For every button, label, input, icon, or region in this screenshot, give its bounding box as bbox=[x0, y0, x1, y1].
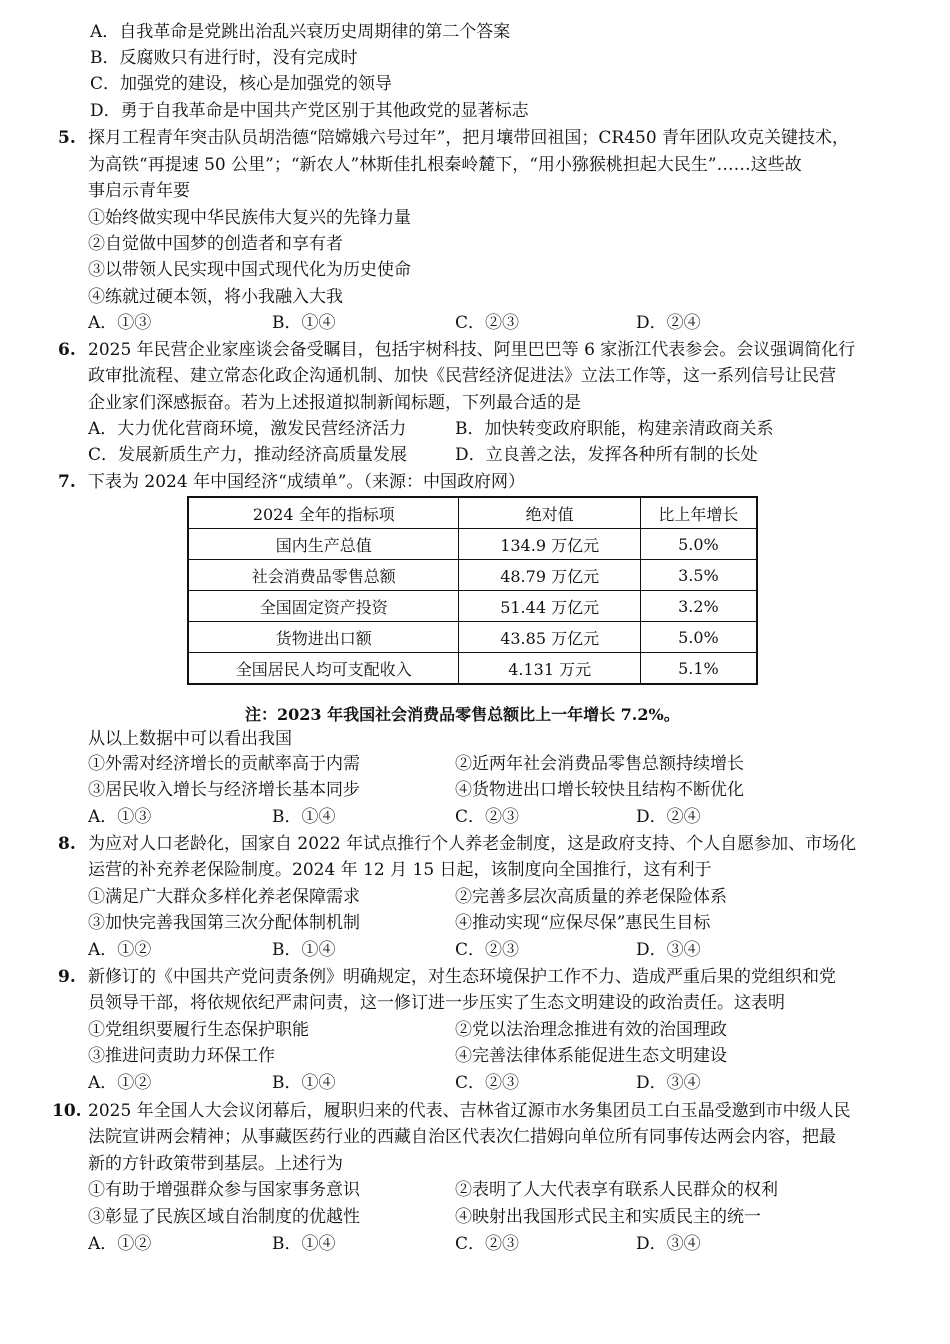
q10-choice-d: D．③④ bbox=[636, 1234, 701, 1254]
q5-number: 5. bbox=[58, 128, 76, 148]
table-cell: 51.44 万亿元 bbox=[459, 591, 640, 622]
q10-item-3: ③彰显了民族区域自治制度的优越性 bbox=[88, 1207, 360, 1227]
table-cell: 全国固定资产投资 bbox=[188, 591, 459, 622]
q9-choice-b: B．①④ bbox=[272, 1073, 336, 1093]
q8-choice-d: D．③④ bbox=[636, 940, 701, 960]
table-row bbox=[188, 560, 757, 591]
q10-stem-line-3: 新的方针政策带到基层。上述行为 bbox=[88, 1154, 343, 1174]
q6-number: 6. bbox=[58, 340, 76, 360]
q7-item-4: ④货物进出口增长较快且结构不断优化 bbox=[455, 780, 744, 800]
table-header-row bbox=[188, 497, 757, 529]
q5-item-2: ②自觉做中国梦的创造者和享有者 bbox=[88, 234, 343, 254]
table-cell: 国内生产总值 bbox=[188, 529, 459, 560]
table-cell: 48.79 万亿元 bbox=[459, 560, 640, 591]
q5-choice-c: C．②③ bbox=[455, 313, 520, 333]
q8-stem-line-2: 运营的补充养老保险制度。2024 年 12 月 15 日起，该制度向全国推行，这有利于 bbox=[88, 860, 712, 880]
q8-number: 8. bbox=[58, 834, 76, 854]
q7-stem: 下表为 2024 年中国经济“成绩单”。（来源：中国政府网） bbox=[88, 472, 525, 492]
table-cell: 全国居民人均可支配收入 bbox=[188, 653, 459, 685]
q4-option-c: C．加强党的建设，核心是加强党的领导 bbox=[90, 74, 393, 94]
q5-item-4: ④练就过硬本领，将小我融入大我 bbox=[88, 287, 343, 307]
table-cell: 货物进出口额 bbox=[188, 622, 459, 653]
q4-option-a: A．自我革命是党跳出治乱兴衰历史周期律的第二个答案 bbox=[90, 22, 511, 42]
q10-choice-c: C．②③ bbox=[455, 1234, 520, 1254]
q9-stem-line-1: 新修订的《中国共产党问责条例》明确规定，对生态环境保护工作不力、造成严重后果的党组织和党 bbox=[88, 967, 836, 987]
q7-choice-a: A．①③ bbox=[88, 807, 152, 827]
q10-stem-line-2: 法院宣讲两会精神；从事藏医药行业的西藏自治区代表次仁措姆向单位所有同事传达两会内容，把最 bbox=[88, 1127, 836, 1147]
q7-choice-b: B．①④ bbox=[272, 807, 336, 827]
q10-choice-a: A．①② bbox=[88, 1234, 152, 1254]
q7-choice-c: C．②③ bbox=[455, 807, 520, 827]
q5-choice-d: D．②④ bbox=[636, 313, 701, 333]
q8-item-3: ③加快完善我国第三次分配体制机制 bbox=[88, 913, 360, 933]
q9-item-4: ④完善法律体系能促进生态文明建设 bbox=[455, 1046, 727, 1066]
q10-item-4: ④映射出我国形式民主和实质民主的统一 bbox=[455, 1207, 761, 1227]
q5-choice-b: B．①④ bbox=[272, 313, 336, 333]
q6-choice-d: D．立良善之法，发挥各种所有制的长处 bbox=[455, 445, 758, 465]
q8-item-1: ①满足广大群众多样化养老保障需求 bbox=[88, 887, 360, 907]
q7-choice-d: D．②④ bbox=[636, 807, 701, 827]
table-row bbox=[188, 591, 757, 622]
q9-item-2: ②党以法治理念推进有效的治国理政 bbox=[455, 1020, 727, 1040]
q8-choice-c: C．②③ bbox=[455, 940, 520, 960]
q5-stem-line-3: 事启示青年要 bbox=[88, 181, 190, 201]
q6-stem-line-2: 政审批流程、建立常态化政企沟通机制、加快《民营经济促进法》立法工作等，这一系列信号让民营 bbox=[88, 366, 836, 386]
q5-item-1: ①始终做实现中华民族伟大复兴的先锋力量 bbox=[88, 208, 411, 228]
table-cell: 43.85 万亿元 bbox=[459, 622, 640, 653]
q9-item-3: ③推进问责助力环保工作 bbox=[88, 1046, 275, 1066]
q5-stem-line-2: 为高铁“再提速 50 公里”；“新农人”林斯佳扎根秦岭麓下，“用小猕猴桃担起大民生”……这些故 bbox=[88, 155, 802, 175]
q10-item-1: ①有助于增强群众参与国家事务意识 bbox=[88, 1180, 360, 1200]
q5-choice-a: A．①③ bbox=[88, 313, 152, 333]
q4-option-b: B．反腐败只有进行时，没有完成时 bbox=[90, 48, 358, 68]
q7-item-1: ①外需对经济增长的贡献率高于内需 bbox=[88, 754, 360, 774]
q7-number: 7. bbox=[58, 472, 76, 492]
table-cell: 社会消费品零售总额 bbox=[188, 560, 459, 591]
q7-table-note: 注：2023 年我国社会消费品零售总额比上一年增长 7.2%。 bbox=[245, 705, 680, 724]
table-cell: 134.9 万亿元 bbox=[459, 529, 640, 560]
table-header-cell: 2024 全年的指标项 bbox=[188, 497, 459, 529]
q9-stem-line-2: 员领导干部，将依规依纪严肃问责，这一修订进一步压实了生态文明建设的政治责任。这表明 bbox=[88, 993, 785, 1013]
q6-stem-line-3: 企业家们深感振奋。若为上述报道拟制新闻标题，下列最合适的是 bbox=[88, 393, 581, 413]
q10-item-2: ②表明了人大代表享有联系人民群众的权利 bbox=[455, 1180, 778, 1200]
table-row bbox=[188, 653, 757, 685]
table-row bbox=[188, 529, 757, 560]
q7-item-2: ②近两年社会消费品零售总额持续增长 bbox=[455, 754, 744, 774]
table-row bbox=[188, 622, 757, 653]
q9-number: 9. bbox=[58, 967, 76, 987]
q8-item-2: ②完善多层次高质量的养老保险体系 bbox=[455, 887, 727, 907]
q6-choice-c: C．发展新质生产力，推动经济高质量发展 bbox=[88, 445, 408, 465]
q7-lead: 从以上数据中可以看出我国 bbox=[88, 729, 292, 749]
q10-number: 10. bbox=[52, 1101, 82, 1121]
q8-stem-line-1: 为应对人口老龄化，国家自 2022 年试点推行个人养老金制度，这是政府支持、个人自愿参加、市场化 bbox=[88, 834, 857, 854]
q5-stem-line-1: 探月工程青年突击队员胡浩德“陪嫦娥六号过年”，把月壤带回祖国；CR450 青年团队攻克关键技术， bbox=[88, 128, 850, 148]
table-cell: 5.0% bbox=[640, 622, 757, 653]
economy-table bbox=[187, 496, 758, 685]
table-cell: 5.0% bbox=[640, 529, 757, 560]
q9-choice-a: A．①② bbox=[88, 1073, 152, 1093]
table-cell: 4.131 万元 bbox=[459, 653, 640, 685]
table-header-cell: 比上年增长 bbox=[640, 497, 757, 529]
q10-choice-b: B．①④ bbox=[272, 1234, 336, 1254]
q9-item-1: ①党组织要履行生态保护职能 bbox=[88, 1020, 309, 1040]
q6-choice-a: A．大力优化营商环境，激发民营经济活力 bbox=[88, 419, 407, 439]
q8-item-4: ④推动实现“应保尽保”惠民生目标 bbox=[455, 913, 711, 933]
q8-choice-b: B．①④ bbox=[272, 940, 336, 960]
table-cell: 3.2% bbox=[640, 591, 757, 622]
q6-choice-b: B．加快转变政府职能，构建亲清政商关系 bbox=[455, 419, 774, 439]
table-cell: 3.5% bbox=[640, 560, 757, 591]
table-cell: 5.1% bbox=[640, 653, 757, 685]
q8-choice-a: A．①② bbox=[88, 940, 152, 960]
q9-choice-c: C．②③ bbox=[455, 1073, 520, 1093]
q5-item-3: ③以带领人民实现中国式现代化为历史使命 bbox=[88, 260, 411, 280]
q10-stem-line-1: 2025 年全国人大会议闭幕后，履职归来的代表、吉林省辽源市水务集团员工白玉晶受邀到市中级人民 bbox=[88, 1101, 851, 1121]
q6-stem-line-1: 2025 年民营企业家座谈会备受瞩目，包括宇树科技、阿里巴巴等 6 家浙江代表参会。会议强调简化行 bbox=[88, 340, 856, 360]
q9-choice-d: D．③④ bbox=[636, 1073, 701, 1093]
q4-option-d: D．勇于自我革命是中国共产党区别于其他政党的显著标志 bbox=[90, 101, 529, 121]
table-header-cell: 绝对值 bbox=[459, 497, 640, 529]
q7-item-3: ③居民收入增长与经济增长基本同步 bbox=[88, 780, 360, 800]
